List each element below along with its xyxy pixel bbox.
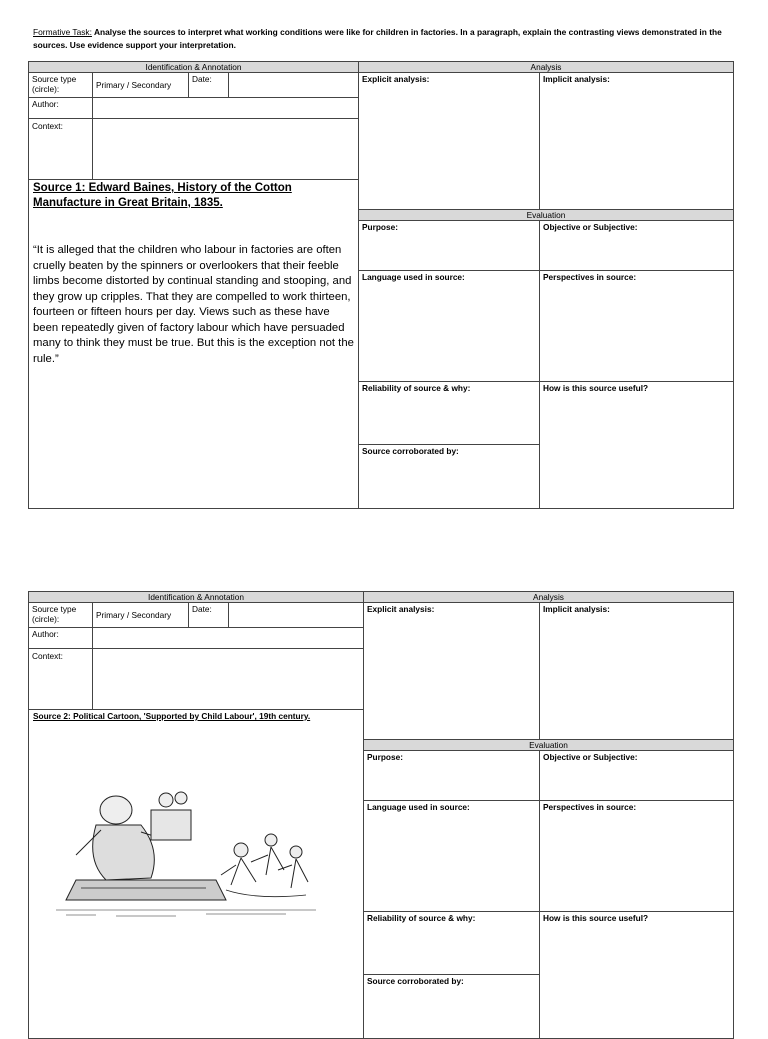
purpose-box-2[interactable] (363, 750, 540, 801)
analysis-header-2: Analysis (363, 591, 734, 603)
author-field[interactable] (92, 97, 359, 119)
context-field-2[interactable] (92, 648, 364, 710)
context-label: Context: (28, 118, 93, 180)
reliability-box[interactable] (358, 381, 540, 445)
implicit-analysis-label-2: Implicit analysis: (543, 604, 610, 614)
author-label: Author: (28, 97, 93, 119)
task-text: Analyse the sources to interpret what working conditions were like for children in factories. In a paragraph, explain the contrasting views demonstrated in the sources. Use evidence support your interpretation. (33, 27, 722, 50)
date-label: Date: (188, 72, 229, 98)
task-instructions (33, 26, 743, 51)
language-label: Language used in source: (362, 272, 465, 282)
objective-label-2: Objective or Subjective: (543, 752, 638, 762)
identification-header: Identification & Annotation (28, 61, 359, 73)
source-2-title: Source 2: Political Cartoon, 'Supported by Child Labour', 19th century. (33, 711, 311, 721)
corroborated-label: Source corroborated by: (362, 446, 459, 456)
language-label-2: Language used in source: (367, 802, 470, 812)
useful-box-2[interactable] (539, 911, 734, 1039)
source-1-title: Source 1: Edward Baines, History of the Cotton Manufacture in Great Britain, 1835. (33, 182, 292, 209)
date-field[interactable] (228, 72, 359, 98)
date-field-2[interactable] (228, 602, 364, 628)
purpose-label-2: Purpose: (367, 752, 403, 762)
language-box-2[interactable] (363, 800, 540, 912)
author-field-2[interactable] (92, 627, 364, 649)
source-1-quote: “It is alleged that the children who labour in factories are often cruelly beaten by the spinners or overlookers that their feeble limbs become distorted by continual standing and stooping, and they grow up cripples. That they are compelled to work thirteen, fourteen or fifteen hours per day. Views such as these have been repeatedly given of factory labour which have persuaded many to think they must be true. But this is the exception not the rule.” (33, 244, 354, 365)
explicit-analysis-label-2: Explicit analysis: (367, 604, 435, 614)
corroborated-box[interactable] (358, 444, 540, 509)
author-label-2: Author: (28, 627, 93, 649)
corroborated-label-2: Source corroborated by: (367, 976, 464, 986)
explicit-analysis-label: Explicit analysis: (362, 74, 430, 84)
reliability-label-2: Reliability of source & why: (367, 913, 476, 923)
corroborated-box-2[interactable] (363, 974, 540, 1039)
source-type-options[interactable]: Primary / Secondary (92, 72, 189, 98)
purpose-box[interactable] (358, 220, 540, 271)
context-field[interactable] (92, 118, 359, 180)
objective-box-2[interactable] (539, 750, 734, 801)
source-type-label: Source type (circle): (28, 72, 93, 98)
source-type-options-2[interactable]: Primary / Secondary (92, 602, 189, 628)
explicit-analysis-box-2[interactable] (363, 602, 540, 740)
perspectives-box-2[interactable] (539, 800, 734, 912)
analysis-header: Analysis (358, 61, 734, 73)
purpose-label: Purpose: (362, 222, 398, 232)
evaluation-header-2: Evaluation (363, 739, 734, 751)
implicit-analysis-label: Implicit analysis: (543, 74, 610, 84)
reliability-box-2[interactable] (363, 911, 540, 975)
child-labour-cartoon (56, 770, 318, 930)
implicit-analysis-box-2[interactable] (539, 602, 734, 740)
useful-box[interactable] (539, 381, 734, 509)
date-label-2: Date: (188, 602, 229, 628)
objective-label: Objective or Subjective: (543, 222, 638, 232)
reliability-label: Reliability of source & why: (362, 383, 471, 393)
objective-box[interactable] (539, 220, 734, 271)
language-box[interactable] (358, 270, 540, 382)
perspectives-box[interactable] (539, 270, 734, 382)
identification-header-2: Identification & Annotation (28, 591, 364, 603)
source-type-label-2: Source type (circle): (28, 602, 93, 628)
implicit-analysis-box[interactable] (539, 72, 734, 210)
context-label-2: Context: (28, 648, 93, 710)
perspectives-label: Perspectives in source: (543, 272, 637, 282)
useful-label-2: How is this source useful? (543, 913, 649, 923)
useful-label: How is this source useful? (543, 383, 649, 393)
explicit-analysis-box[interactable] (358, 72, 540, 210)
perspectives-label-2: Perspectives in source: (543, 802, 637, 812)
task-lead: Formative Task: (33, 27, 92, 37)
evaluation-header: Evaluation (358, 209, 734, 221)
